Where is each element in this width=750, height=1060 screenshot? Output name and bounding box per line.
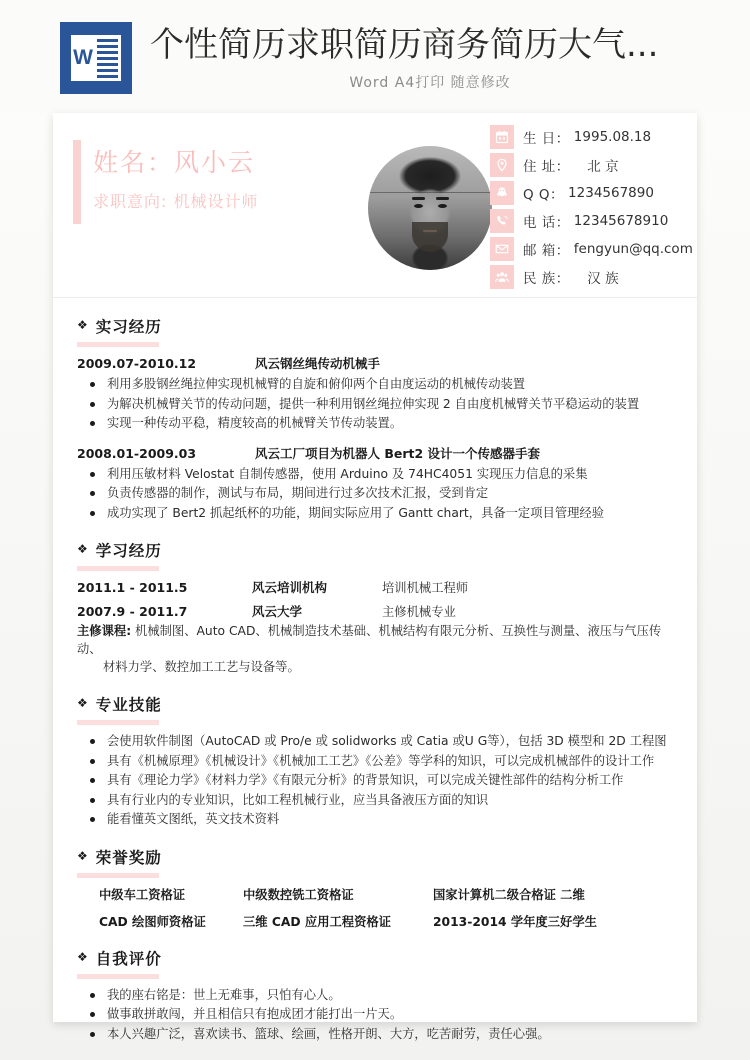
section-title: 荣誉奖励 xyxy=(95,848,162,867)
contact-list xyxy=(490,124,693,292)
contact-value: fengyun@qq.com xyxy=(573,241,693,257)
education-date: 2007.9 - 2011.7 xyxy=(77,604,188,619)
section-honors-header xyxy=(77,846,673,868)
page-title: 个性简历求职简历商务简历大气... xyxy=(150,25,659,65)
honors-row xyxy=(77,912,673,930)
contact-value: 汉 族 xyxy=(573,271,619,287)
envelope-icon xyxy=(490,237,514,261)
list-item: 会使用软件制图（AutoCAD 或 Pro/e 或 solidworks 或 Catia 或U G等），包括 3D 模型和 2D 工程图 xyxy=(77,732,673,751)
job-title: 风云钢丝绳传动机械手 xyxy=(255,356,381,371)
diamond-bullet-icon: ❖ xyxy=(77,949,88,964)
contact-row-address xyxy=(490,152,693,178)
accent-bar xyxy=(73,140,81,224)
section-self-evaluation xyxy=(53,947,697,1044)
section-underline xyxy=(77,720,159,725)
job-row xyxy=(77,354,673,372)
contact-row-email xyxy=(490,236,693,262)
list-item: 负责传感器的制作，测试与布局，期间进行过多次技术汇报，受到肯定 xyxy=(77,484,673,503)
honor-cell: 中级数控铣工资格证 xyxy=(243,887,354,902)
location-pin-icon xyxy=(490,153,514,177)
honors-grid xyxy=(77,885,673,930)
section-education xyxy=(53,539,697,676)
honor-cell: 中级车工资格证 xyxy=(99,887,186,902)
education-major: 培训机械工程师 xyxy=(382,581,469,595)
diamond-bullet-icon: ❖ xyxy=(77,696,88,710)
job-row xyxy=(77,444,673,462)
education-major: 主修机械专业 xyxy=(382,605,456,619)
section-underline xyxy=(77,974,159,979)
courses-label: 主修课程: xyxy=(77,624,132,638)
section-divider xyxy=(53,297,697,298)
page-subtitle: Word A4打印 随意修改 xyxy=(349,75,511,91)
diamond-bullet-icon: ❖ xyxy=(77,318,88,332)
skill-points xyxy=(77,732,673,829)
section-underline xyxy=(77,342,159,347)
people-group-icon xyxy=(490,265,514,289)
word-document-icon xyxy=(60,22,132,94)
diamond-bullet-icon: ❖ xyxy=(77,848,88,863)
section-internship xyxy=(53,315,697,522)
phone-icon xyxy=(490,209,514,233)
contact-row-ethnicity xyxy=(490,264,693,290)
qq-penguin-icon xyxy=(490,181,514,205)
identity-block xyxy=(53,113,697,297)
contact-value: 北 京 xyxy=(573,159,619,175)
list-item: 我的座右铭是：世上无难事，只怕有心人。 xyxy=(77,986,673,1005)
contact-label: 电 话： xyxy=(523,215,570,231)
contact-value: 1995.08.18 xyxy=(573,129,652,145)
applicant-name: 姓名：风小云 xyxy=(93,148,256,177)
courses-block xyxy=(77,622,673,676)
section-title: 学习经历 xyxy=(95,542,162,560)
self-evaluation-points xyxy=(77,986,673,1044)
contact-row-phone xyxy=(490,208,693,234)
section-self-evaluation-header xyxy=(77,947,673,969)
section-skills-header xyxy=(77,693,673,715)
contact-label: 生 日： xyxy=(523,131,570,147)
section-skills xyxy=(53,693,697,829)
resume-paper xyxy=(53,113,697,1041)
education-row xyxy=(77,578,673,596)
section-underline xyxy=(77,566,159,571)
job-date: 2008.01-2009.03 xyxy=(77,445,197,461)
contact-label: 民 族： xyxy=(523,271,570,287)
contact-row-qq xyxy=(490,180,693,206)
job-points xyxy=(77,465,673,523)
preview-header xyxy=(0,0,750,113)
job-intent: 求职意向: 机械设计师 xyxy=(93,192,259,211)
honor-cell: CAD 绘图师资格证 xyxy=(99,914,206,929)
section-title: 自我评价 xyxy=(95,949,162,968)
education-school: 风云培训机构 xyxy=(252,580,328,595)
list-item: 利用多股钢丝绳拉伸实现机械臂的自旋和俯仰两个自由度运动的机械传动装置 xyxy=(77,375,673,394)
word-icon-lines xyxy=(95,35,121,81)
education-school: 风云大学 xyxy=(252,604,303,619)
diamond-bullet-icon: ❖ xyxy=(77,542,88,556)
courses-line-1: 机械制图、Auto CAD、机械制造技术基础、机械结构有限元分析、互换性与测量、液压与气压传动、 xyxy=(77,624,662,656)
list-item: 做事敢拼敢闯，并且相信只有抱成团才能打出一片天。 xyxy=(77,1005,673,1024)
list-item: 具有《理论力学》《材料力学》《有限元分析》的背景知识，可以完成关键性部件的结构分析工作 xyxy=(77,771,673,790)
section-title: 实习经历 xyxy=(95,318,162,336)
list-item: 具有行业内的专业知识，比如工程机械行业，应当具备液压方面的知识 xyxy=(77,791,673,810)
list-item: 能看懂英文图纸，英文技术资料 xyxy=(77,810,673,829)
word-icon-letter: W xyxy=(73,46,93,69)
calendar-icon xyxy=(490,125,514,149)
section-underline xyxy=(77,873,159,878)
education-date: 2011.1 - 2011.5 xyxy=(77,580,188,595)
contact-value: 12345678910 xyxy=(573,213,669,229)
list-item: 实现一种传动平稳，精度较高的机械臂关节传动装置。 xyxy=(77,414,673,433)
contact-row-birthday xyxy=(490,124,693,150)
job-points xyxy=(77,375,673,433)
section-education-header xyxy=(77,539,673,561)
list-item: 具有《机械原理》《机械设计》《机械加工工艺》《公差》等学科的知识，可以完成机械部件的设计工作 xyxy=(77,752,673,771)
education-row xyxy=(77,602,673,620)
honor-cell: 三维 CAD 应用工程资格证 xyxy=(243,914,391,929)
list-item: 成功实现了 Bert2 抓起纸杯的功能，期间实际应用了 Gantt chart，具备一定项目管理经验 xyxy=(77,504,673,523)
contact-label: Q Q： xyxy=(523,187,565,203)
courses-line-2: 材料力学、数控加工工艺与设备等。 xyxy=(103,660,300,674)
honor-cell: 2013-2014 学年度三好学生 xyxy=(433,914,597,929)
contact-label: 邮 箱： xyxy=(523,243,570,259)
contact-label: 住 址： xyxy=(523,159,570,175)
avatar xyxy=(368,146,492,270)
honors-row xyxy=(77,885,673,903)
job-title: 风云工厂项目为机器人 Bert2 设计一个传感器手套 xyxy=(255,445,541,461)
section-title: 专业技能 xyxy=(95,696,162,714)
section-honors xyxy=(53,846,697,930)
honor-cell: 国家计算机二级合格证 二维 xyxy=(433,887,585,902)
contact-value: 1234567890 xyxy=(568,185,654,201)
job-date: 2009.07-2010.12 xyxy=(77,356,197,371)
list-item: 利用压敏材料 Velostat 自制传感器，使用 Arduino 及 74HC4051 实现压力信息的采集 xyxy=(77,465,673,484)
list-item: 为解决机械臂关节的传动问题，提供一种利用钢丝绳拉伸实现 2 自由度机械臂关节平稳运动的装置 xyxy=(77,395,673,414)
section-internship-header xyxy=(77,315,673,337)
list-item: 本人兴趣广泛，喜欢读书、篮球、绘画，性格开朗、大方，吃苦耐劳，责任心强。 xyxy=(77,1025,673,1044)
